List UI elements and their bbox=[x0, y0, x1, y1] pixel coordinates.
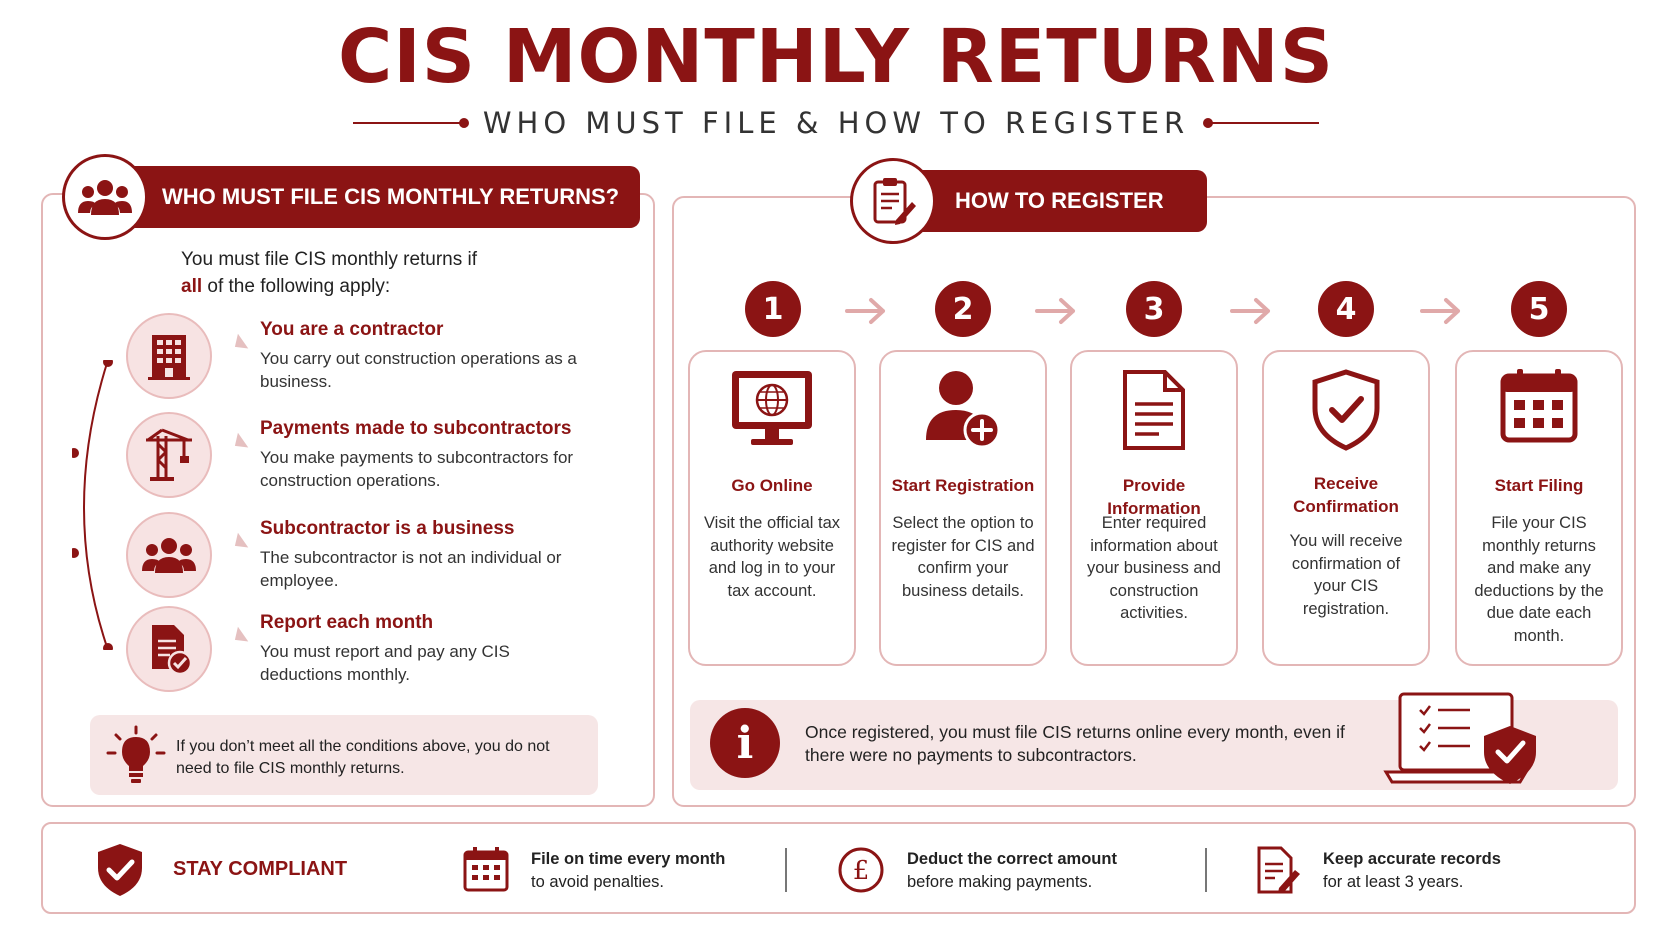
step-title: Start Registration bbox=[891, 476, 1035, 495]
condition-item bbox=[126, 313, 646, 403]
calendar-icon bbox=[1457, 368, 1621, 458]
footer-divider bbox=[785, 848, 787, 892]
step-number: 5 bbox=[1511, 281, 1567, 337]
condition-desc: You must report and pay any CIS deductions monthly. bbox=[260, 642, 510, 684]
monitor-globe-icon bbox=[690, 368, 854, 458]
step-card-go-online bbox=[688, 350, 856, 666]
condition-desc: The subcontractor is not an individual or employee. bbox=[260, 548, 562, 590]
step-number: 3 bbox=[1126, 281, 1182, 337]
laptop-checklist-shield-icon bbox=[1380, 690, 1550, 790]
stay-compliant-label: STAY COMPLIANT bbox=[173, 858, 348, 880]
subtitle-row bbox=[0, 100, 1672, 146]
user-add-icon bbox=[881, 368, 1045, 458]
condition-desc: You make payments to subcontractors for construction operations. bbox=[260, 448, 574, 490]
condition-item bbox=[126, 412, 646, 502]
step-title: Go Online bbox=[731, 476, 813, 495]
arrow-right-icon bbox=[1418, 296, 1464, 326]
people-group-icon bbox=[126, 512, 212, 598]
condition-title: Subcontractor is a business bbox=[260, 518, 515, 539]
footer-tip-text: File on time every month to avoid penalties. bbox=[531, 850, 726, 891]
step-desc: You will receive confirmation of your CIS registration. bbox=[1289, 532, 1403, 618]
step-number: 1 bbox=[745, 281, 801, 337]
people-group-icon bbox=[62, 154, 148, 240]
intro-rest: of the following apply: bbox=[202, 276, 391, 297]
shield-check-icon bbox=[95, 842, 145, 898]
calendar-icon bbox=[461, 846, 511, 894]
step-desc: File your CIS monthly returns and make any deductions by the due date each month. bbox=[1474, 514, 1604, 645]
tip-text: If you don’t meet all the conditions above, you do not need to file CIS monthly returns. bbox=[176, 738, 550, 777]
step-desc: Visit the official tax authority website and log in to your tax account. bbox=[703, 514, 841, 600]
arrow-right-icon bbox=[1228, 296, 1274, 326]
condition-item bbox=[126, 512, 646, 602]
construction-crane-icon bbox=[126, 412, 212, 498]
intro-line-2 bbox=[181, 273, 581, 300]
condition-item bbox=[126, 606, 646, 696]
lightbulb-icon bbox=[106, 725, 166, 785]
condition-title: You are a contractor bbox=[260, 319, 444, 340]
step-card-start-filing bbox=[1455, 350, 1623, 666]
page-subtitle: WHO MUST FILE & HOW TO REGISTER bbox=[482, 106, 1190, 140]
info-icon: i bbox=[710, 708, 780, 778]
subtitle-rule-left bbox=[353, 122, 465, 124]
arrow-right-icon bbox=[843, 296, 889, 326]
step-desc: Select the option to register for CIS and confirm your business details. bbox=[891, 514, 1035, 600]
step-card-start-registration bbox=[879, 350, 1047, 666]
step-title: Receive Confirmation bbox=[1293, 474, 1399, 516]
step-title: Provide Information bbox=[1107, 476, 1201, 518]
document-icon bbox=[1072, 368, 1236, 458]
step-card-receive-confirmation bbox=[1262, 350, 1430, 666]
footer-tip-text: Deduct the correct amount before making payments. bbox=[907, 850, 1117, 891]
step-number: 2 bbox=[935, 281, 991, 337]
arrow-right-icon bbox=[1033, 296, 1079, 326]
how-to-register-heading: HOW TO REGISTER bbox=[905, 170, 1207, 232]
document-edit-icon bbox=[1253, 846, 1303, 894]
svg-text:£: £ bbox=[852, 856, 870, 886]
shield-check-icon bbox=[1264, 368, 1428, 458]
note-text: Once registered, you must file CIS returns online every month, even if there were no payments to subcontractors. bbox=[805, 722, 1345, 765]
step-card-provide-information bbox=[1070, 350, 1238, 666]
who-must-file-heading: WHO MUST FILE CIS MONTHLY RETURNS? bbox=[100, 166, 640, 228]
footer-divider bbox=[1205, 848, 1207, 892]
intro-line-1: You must file CIS monthly returns if bbox=[181, 249, 478, 270]
document-check-icon bbox=[126, 606, 212, 692]
condition-title: Report each month bbox=[260, 612, 434, 633]
registration-note bbox=[690, 700, 1618, 790]
footer-tip bbox=[1253, 824, 1583, 912]
stay-compliant-footer bbox=[41, 822, 1636, 914]
office-building-icon bbox=[126, 313, 212, 399]
step-title: Start Filing bbox=[1494, 476, 1584, 495]
footer-tip bbox=[837, 824, 1157, 912]
footer-tip-text: Keep accurate records for at least 3 years. bbox=[1323, 850, 1501, 891]
step-desc: Enter required information about your business and construction activities. bbox=[1087, 514, 1221, 622]
who-intro bbox=[181, 246, 581, 300]
page-title: CIS MONTHLY RETURNS bbox=[337, 14, 1335, 100]
clipboard-pen-icon bbox=[850, 158, 936, 244]
tip-box bbox=[90, 715, 598, 795]
footer-tip bbox=[461, 824, 781, 912]
pound-coin-icon bbox=[837, 846, 887, 894]
step-number: 4 bbox=[1318, 281, 1374, 337]
subtitle-rule-right bbox=[1207, 122, 1319, 124]
condition-desc: You carry out construction operations as a business. bbox=[260, 349, 577, 391]
condition-title: Payments made to subcontractors bbox=[260, 418, 572, 439]
intro-accent: all bbox=[181, 276, 203, 297]
